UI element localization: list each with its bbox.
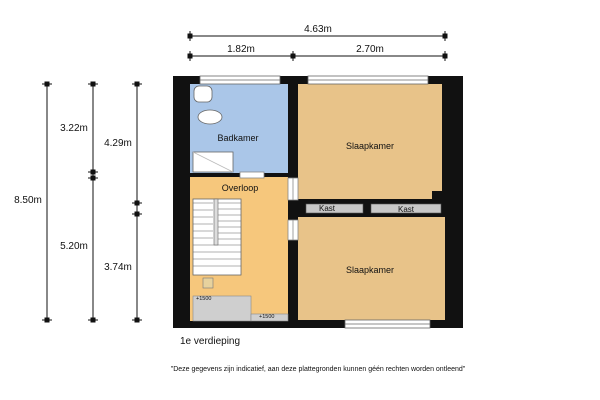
height-annotation-a: +1500	[196, 296, 212, 302]
floor-label: 1e verdieping	[180, 336, 241, 347]
dim-right-lower: 3.74m	[104, 262, 132, 273]
room-label-kast-right: Kast	[397, 205, 415, 214]
dim-left-lower: 5.20m	[60, 241, 88, 252]
dim-left-upper: 3.22m	[60, 123, 88, 134]
bedroom-top-extension	[298, 84, 442, 191]
dim-width-right: 2.70m	[356, 44, 384, 55]
disclaimer-text: "Deze gegevens zijn indicatief, aan deze plattegronden kunnen géén rechten worden ontleend"	[170, 366, 466, 373]
dim-right-upper: 4.29m	[104, 138, 132, 149]
room-label-slaapkamer-bottom: Slaapkamer	[345, 265, 395, 275]
room-label-badkamer: Badkamer	[217, 133, 259, 143]
dim-total-width: 4.63m	[304, 24, 332, 35]
side-dimensions	[42, 82, 142, 322]
room-label-slaapkamer-top: Slaapkamer	[345, 141, 395, 151]
dim-width-left: 1.82m	[227, 44, 255, 55]
dim-total-height: 8.50m	[14, 195, 42, 206]
room-label-kast-left: Kast	[318, 204, 336, 213]
height-annotation-b: +1500	[259, 314, 275, 320]
room-label-overloop: Overloop	[221, 183, 259, 193]
wall-notch	[432, 191, 442, 199]
